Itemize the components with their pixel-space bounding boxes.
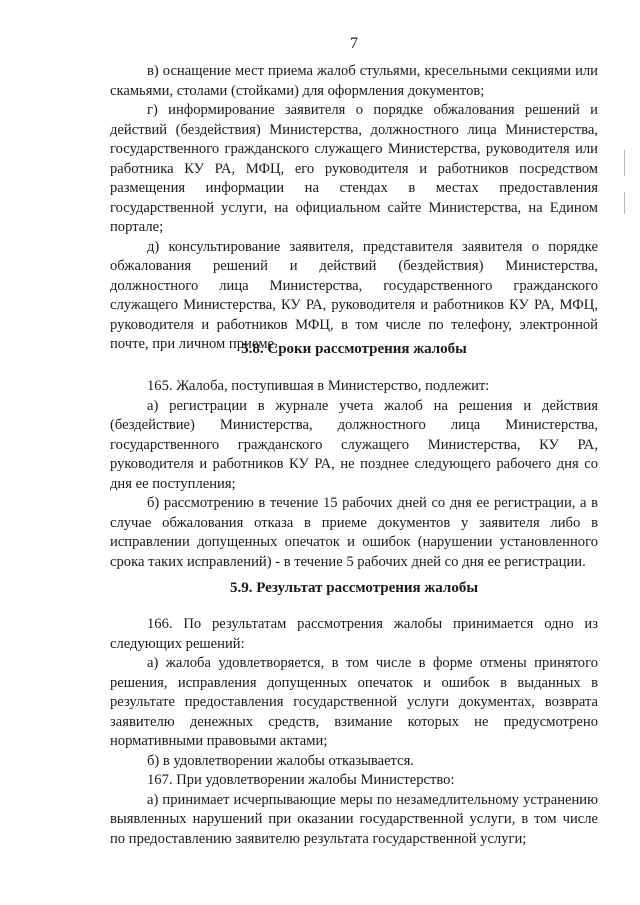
section-heading-5-9: 5.9. Результат рассмотрения жалобы: [229, 580, 479, 596]
paragraph-v-seating: в) оснащение мест приема жалоб стульями, кресельными секциями или скамьями, столами (стойками) для оформления документов;: [110, 63, 598, 99]
paragraph-165-b: б) рассмотрению в течение 15 рабочих дней со дня ее регистрации, а в случае обжалования отказа в приеме документов у заявителя либо в исправлении допущенных опечаток и ошибок (нарушении установленного срока таких исправлений) - в течение 5 рабочих дней со дня ее регистрации.: [110, 495, 598, 570]
paragraph-166-b: б) в удовлетворении жалобы отказывается.: [147, 752, 414, 769]
paragraph-167: 167. При удовлетворении жалобы Министерство:: [147, 772, 455, 788]
paragraph-167-a: а) принимает исчерпывающие меры по незамедлительному устранению выявленных нарушений при оказании государственной услуги, в том числе по предоставлению заявителю результата государственной услуги;: [110, 791, 598, 847]
paragraph-165-a: а) регистрации в журнале учета жалоб на решения и действия (бездействие) Министерства, должностного лица Министерства, государственного гражданского служащего Министерства, КУ РА, руководителя и работников КУ РА, не позднее следующего рабочего дня со дня ее поступления;: [110, 397, 598, 492]
section-heading-5-8: 5.8. Сроки рассмотрения жалобы: [241, 341, 467, 357]
paragraph-166: 166. По результатам рассмотрения жалобы принимается одно из следующих решений:: [110, 616, 598, 652]
section-5-9-body: [110, 615, 598, 849]
paragraph-g-informing: г) информирование заявителя о порядке обжалования решений и действий (бездействия) Министерства, должностного лица Министерства, государственного гражданского служащего Министерства, руководителя или работника КУ РА, МФЦ, его руководителя и работников посредством размещения информации на стендах в местах предоставления государственной услуги, на официальном сайте Министерства, на Едином портале;: [110, 102, 598, 235]
section-5-7-continuation: [110, 62, 598, 355]
paragraph-d-consulting: д) консультирование заявителя, представителя заявителя о порядке обжалования решений и действий (бездействия) Министерства, должностного лица Министерства, государственного гражданского служащего Министерства, КУ РА, руководителя и работников КУ РА, МФЦ, руководителя и работников МФЦ, в том числе по телефону, электронной почте, при личном приеме.: [110, 238, 598, 352]
paragraph-165: 165. Жалоба, поступившая в Министерство, подлежит:: [147, 378, 490, 394]
page-number: 7: [350, 35, 358, 52]
section-5-8-body: [110, 377, 598, 572]
scan-edge-mark: [624, 150, 625, 176]
scan-edge-mark: [624, 192, 625, 214]
paragraph-166-a: а) жалоба удовлетворяется, в том числе в форме отмены принятого решения, исправления допущенных опечаток и ошибок в выданных в результате предоставления государственной услуги документах, возврата заявителю денежных средств, взимание которых не предусмотрено нормативными правовыми актами;: [110, 655, 598, 749]
